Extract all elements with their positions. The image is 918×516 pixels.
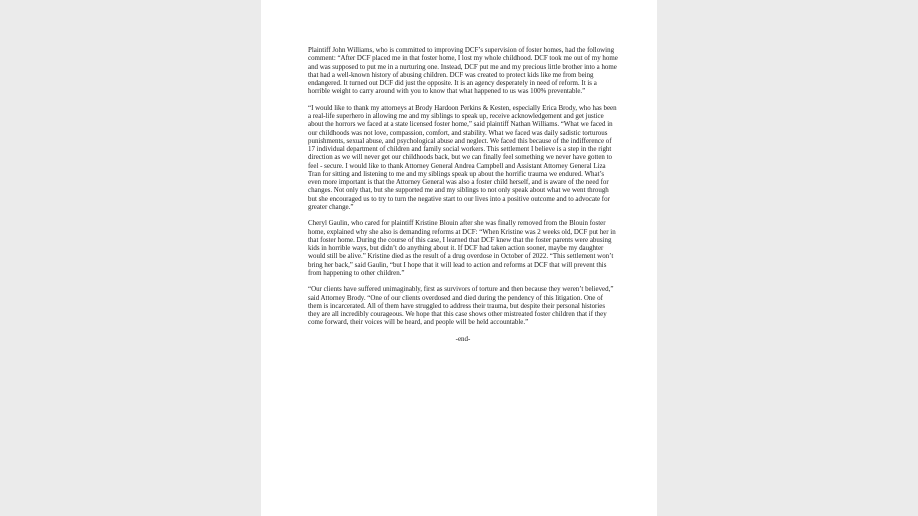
end-mark: -end- xyxy=(455,334,471,343)
document-body xyxy=(308,46,618,351)
paragraph-nathan-williams: “I would like to thank my attorneys at Brody Hardoon Perkins & Kesten, especially Erica Brody, who has been a real-life superhero in allowing me and my siblings to speak up, receive acknowledgement and get justice about the horrors we faced at a state licensed foster home,” said plaintiff Nathan Williams. “What we faced in our childhoods was not love, compassion, comfort, and stability. What we faced was daily sadistic torturous punishments, sexual abuse, and psychological abuse and neglect. We faced this because of the indifference of 17 individual department of children and family social workers. This settlement I believe is a step in the right direction as we will never get our childhoods back, but we can finally feel something we never have gotten to feel - secure. I would like to thank Attorney General Andrea Campbell and Assistant Attorney General Liza Tran for sitting and listening to me and my siblings speak up about the horrific trauma we endured. What’s even more important is that the Attorney General was also a foster child herself, and is aware of the need for changes. Not only that, but she supported me and my siblings to not only speak about what we went through but she encouraged us to try to turn the negative start to our lives into a positive outcome and to advocate for greater change.” xyxy=(308,103,617,211)
paragraph-attorney-brody: “Our clients have suffered unimaginably, first as survivors of torture and then because they weren’t believed,” said Attorney Brody. “One of our clients overdosed and died during the pendency of this litigation. One of them is incarcerated. All of them have struggled to address their trauma, but despite their personal histories they are all incredibly courageous. We hope that this case shows other mistreated foster children that if they come forward, their voices will be heard, and people will be held accountable.” xyxy=(308,285,614,327)
paragraph-john-williams: Plaintiff John Williams, who is committed to improving DCF’s supervision of foster homes, had the following comment: “After DCF placed me in that foster home, I lost my whole childhood. DCF took me out of my home and was supposed to put me in a nurturing one. Instead, DCF put me and my precious little brother into a home that had a well-known history of abusing children. DCF was created to protect kids like me from being endangered. It turned out DCF did just the opposite. It is an agency desperately in need of reform. It is a horrible weight to carry around with you to know that what happened to us was 100% preventable.” xyxy=(308,46,618,96)
paragraph-cheryl-gaulin: Cheryl Gaulin, who cared for plaintiff Kristine Blouin after she was finally removed from the Blouin foster home, explained why she also is demanding reforms at DCF: “When Kristine was 2 weeks old, DCF put her in that foster home. During the course of this case, I learned that DCF knew that the foster parents were abusing kids in horrible ways, but didn’t do anything about it. If DCF had taken action sooner, maybe my daughter would still be alive.” Kristine died as the result of a drug overdose in October of 2022. “This settlement won’t bring her back,” said Gaulin, “but I hope that it will lead to action and reforms at DCF that will prevent this from happening to other children.” xyxy=(308,219,616,277)
document-page xyxy=(261,0,657,516)
